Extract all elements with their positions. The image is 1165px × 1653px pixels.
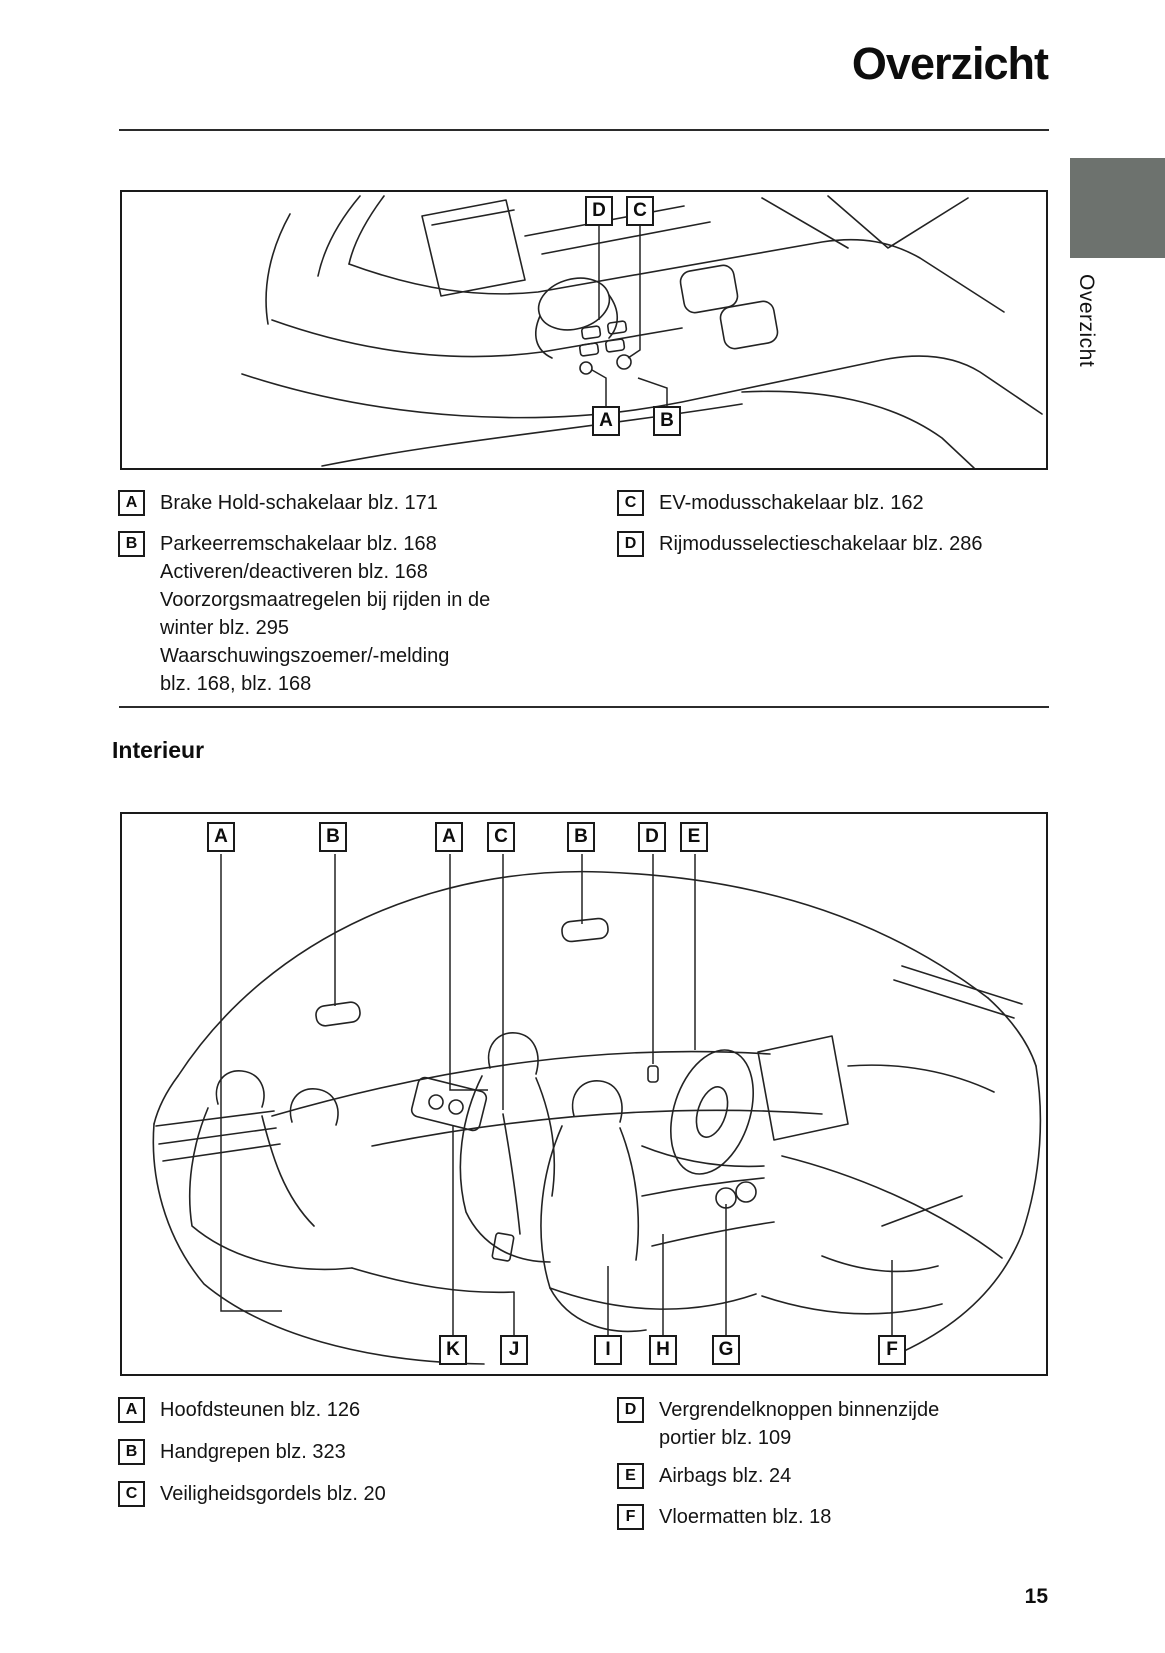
- diagram-label-k: K: [439, 1335, 467, 1365]
- legend-line: Vloermatten blz. 18: [659, 1506, 832, 1528]
- legend-key: D: [617, 1397, 644, 1423]
- diagram-label-a: A: [592, 406, 620, 436]
- legend-text: [160, 1480, 386, 1508]
- legend-text: [160, 489, 438, 517]
- interior-illustration: [120, 812, 1048, 1376]
- legend-line: portier blz. 109: [659, 1427, 792, 1449]
- legend-item: [118, 489, 438, 517]
- legend-text: [160, 530, 490, 698]
- legend-text: [659, 1396, 939, 1452]
- interior-leader-lines: [221, 854, 892, 1337]
- console-leader-lines: [592, 226, 667, 406]
- section-rule: [119, 706, 1049, 708]
- diagram-label-b2: B: [567, 822, 595, 852]
- legend-key: B: [118, 1439, 145, 1465]
- diagram-label-e: E: [680, 822, 708, 852]
- section-heading: Interieur: [112, 737, 205, 763]
- diagram-label-j: J: [500, 1335, 528, 1365]
- diagram-label-f: F: [878, 1335, 906, 1365]
- legend-key: A: [118, 490, 145, 516]
- legend-text: [160, 1396, 360, 1424]
- legend-line: Activeren/deactiveren blz. 168: [160, 561, 428, 583]
- diagram-label-c: C: [626, 196, 654, 226]
- legend-key: E: [617, 1463, 644, 1489]
- legend-line: winter blz. 295: [160, 617, 289, 639]
- interior-line-art: [122, 814, 1046, 1374]
- legend-item: [118, 1396, 360, 1424]
- legend-text: [659, 1503, 831, 1531]
- diagram-label-g: G: [712, 1335, 740, 1365]
- legend-item: [118, 530, 490, 698]
- legend-key: A: [118, 1397, 145, 1423]
- legend-key: F: [617, 1504, 644, 1530]
- legend-text: [659, 530, 983, 558]
- legend-text: [659, 1462, 791, 1490]
- console-illustration: [120, 190, 1048, 470]
- legend-item: [118, 1438, 346, 1466]
- legend-text: [659, 489, 924, 517]
- diagram-label-h: H: [649, 1335, 677, 1365]
- legend-line: Brake Hold-schakelaar blz. 171: [160, 492, 438, 514]
- legend-line: Veiligheidsgordels blz. 20: [160, 1483, 386, 1505]
- legend-line: blz. 168, blz. 168: [160, 673, 312, 695]
- diagram-label-d: D: [638, 822, 666, 852]
- legend-text: [160, 1438, 346, 1466]
- legend-item: [617, 489, 924, 517]
- legend-line: Vergrendelknoppen binnenzijde: [659, 1399, 940, 1421]
- legend-line: Handgrepen blz. 323: [160, 1441, 346, 1463]
- diagram-label-c: C: [487, 822, 515, 852]
- legend-line: Voorzorgsmaatregelen bij rijden in de: [160, 589, 491, 611]
- chapter-tab-label: Overzicht: [1075, 274, 1098, 368]
- legend-line: EV-modusschakelaar blz. 162: [659, 492, 924, 514]
- page-title: Overzicht: [851, 38, 1048, 89]
- chapter-tab: [1070, 158, 1165, 258]
- page-number: 15: [1024, 1585, 1048, 1608]
- legend-line: Airbags blz. 24: [659, 1465, 792, 1487]
- legend-key: C: [617, 490, 644, 516]
- diagram-label-i: I: [594, 1335, 622, 1365]
- legend-item: [617, 1503, 831, 1531]
- diagram-label-b: B: [653, 406, 681, 436]
- legend-item: [617, 530, 983, 558]
- diagram-label-d: D: [585, 196, 613, 226]
- console-line-art: [122, 192, 1046, 468]
- legend-key: D: [617, 531, 644, 557]
- legend-line: Hoofdsteunen blz. 126: [160, 1399, 361, 1421]
- legend-item: [617, 1462, 791, 1490]
- diagram-label-b1: B: [319, 822, 347, 852]
- legend-line: Waarschuwingszoemer/-melding: [160, 645, 450, 667]
- diagram-label-a2: A: [435, 822, 463, 852]
- diagram-label-a1: A: [207, 822, 235, 852]
- header-rule: [119, 129, 1049, 131]
- legend-item: [118, 1480, 386, 1508]
- legend-line: Rijmodusselectieschakelaar blz. 286: [659, 533, 983, 555]
- legend-line: Parkeerremschakelaar blz. 168: [160, 533, 437, 555]
- interior-art: [153, 872, 1040, 1364]
- legend-key: B: [118, 531, 145, 557]
- legend-item: [617, 1396, 939, 1452]
- legend-key: C: [118, 1481, 145, 1507]
- console-art: [242, 196, 1042, 468]
